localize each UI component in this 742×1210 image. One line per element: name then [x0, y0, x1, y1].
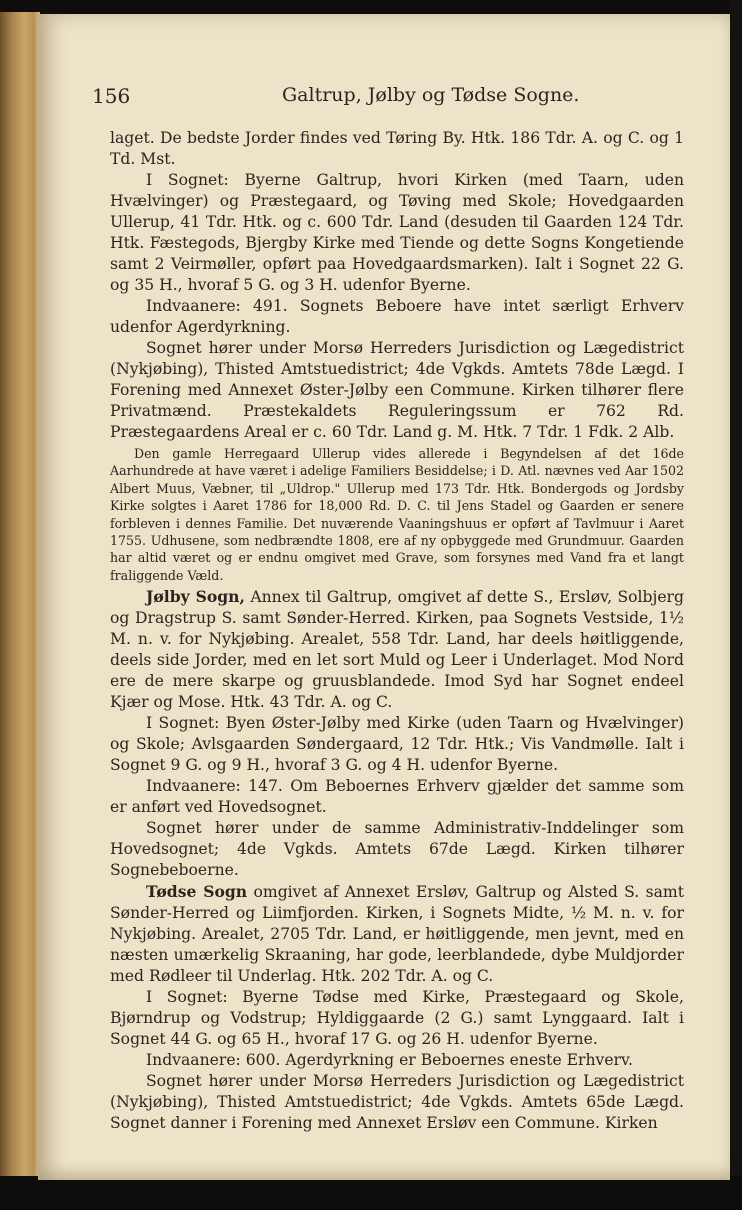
paragraph: I Sognet: Byen Øster-Jølby med Kirke (uden Taarn og Hvælvinger) og Skole; Avlsgaarden Søndergaard, 12 Tdr. Htk.; Vis Vandmølle. Ialt i Sognet 9 G. og 9 H., hvoraf 3 G. og 4 H. udenfor Byerne. — [110, 714, 684, 775]
paragraph: Indvaanere: 600. Agerdyrkning er Beboernes eneste Erhverv. — [146, 1051, 633, 1070]
section-jolby — [110, 586, 684, 713]
page-body — [110, 128, 684, 1134]
section-todse — [110, 881, 684, 987]
footnote: Den gamle Herregaard Ullerup vides allerede i Begyndelsen af det 16de Aarhundrede at have været i adelige Familiers Besiddelse; i D. Atl. nævnes ved Aar 1502 Albert Muus, Væbner, til „Uldrop." Ullerup med 173 Tdr. Htk. Bondergods og Jordsby Kirke solgtes i Aaret 1786 for 18,000 Rd. D. C. til Jens Stadel og Gaarden er senere forbleven i dennes Familie. Det nuværende Vaaningshuus er opført af Tavlmuur i Aaret 1755. Udhusene, som nedbrændte 1808, ere af ny opbyggede med Grundmuur. Gaarden har altid været og er endnu omgivet med Grave, som forsynes med Vand fra et langt fraliggende Væld. — [110, 446, 684, 583]
paragraph: Sognet hører under de samme Administrativ-Inddelinger som Hovedsognet; 4de Vgkds. Amtets 67de Lægd. Kirken tilhører Sognebeboerne. — [110, 819, 684, 880]
page-header — [92, 84, 682, 112]
paragraph: Indvaanere: 147. Om Beboernes Erhverv gjælder det samme som er anført ved Hovedsognet. — [110, 777, 684, 817]
section-heading: Tødse Sogn — [146, 882, 248, 902]
right-edge — [730, 0, 742, 1210]
bottom-shadow — [0, 1176, 742, 1210]
section-heading: Jølby Sogn, — [146, 587, 245, 607]
paragraph: Indvaanere: 491. Sognets Beboere have intet særligt Erhverv udenfor Agerdyrkning. — [110, 297, 684, 336]
paragraph-text: Annex til Galtrup, omgivet af dette S., Ersløv, Solbjerg og Dragstrup S. samt Sønder-Herred. Kirken, paa Sognets Vestside, 1½ M. n. v. for Nykjøbing. Arealet, 558 Tdr. Land, har deels høitliggende, deels side Jorder, med en let sort Muld og Leer i Underlaget. Mod Nord ere de mere skarpe og gruusblandede. Imod Syd har Sognet endeel Kjær og Mose. Htk. 43 Tdr. A. og C. — [110, 588, 684, 712]
paragraph: I Sognet: Byerne Galtrup, hvori Kirken (med Taarn, uden Hvælvinger) og Præstegaard, og Tøving med Skole; Hovedgaarden Ullerup, 41 Tdr. Htk. og c. 600 Tdr. Land (desuden til Gaarden 124 Tdr. Htk. Fæstegods, Bjergby Kirke med Tiende og dette Sogns Kongetiende samt 2 Veirmøller, opført paa Hovedgaardsmarken). Ialt i Sognet 22 G. og 35 H., hvoraf 5 G. og 3 H. udenfor Byerne. — [110, 171, 684, 294]
running-title: Galtrup, Jølby og Tødse Sogne. — [282, 84, 580, 106]
book-spine — [0, 12, 40, 1184]
paragraph: I Sognet: Byerne Tødse med Kirke, Præstegaard og Skole, Bjørndrup og Vodstrup; Hyldiggaarde (2 G.) samt Lynggaard. Ialt i Sognet 44 G. og 65 H., hvoraf 17 G. og 26 H. udenfor Byerne. — [110, 988, 684, 1049]
page-number: 156 — [92, 84, 131, 108]
paragraph: Sognet hører under Morsø Herreders Jurisdiction og Lægedistrict (Nykjøbing), Thisted Amtstuedistrict; 4de Vgkds. Amtets 65de Lægd. Sognet danner i Forening med Annexet Ersløv een Commune. Kirken — [110, 1072, 684, 1133]
paragraph: Sognet hører under Morsø Herreders Jurisdiction og Lægedistrict (Nykjøbing), Thisted Amtstuedistrict; 4de Vgkds. Amtets 78de Lægd. I Forening med Annexet Øster-Jølby een Commune. Kirken tilhører flere Privatmænd. Præstekaldets Reguleringssum er 762 Rd. Præstegaardens Areal er c. 60 Tdr. Land g. M. Htk. 7 Tdr. 1 Fdk. 2 Alb. — [110, 339, 684, 441]
paragraph: laget. De bedste Jorder findes ved Tøring By. Htk. 186 Tdr. A. og C. og 1 Td. Mst. — [110, 129, 684, 168]
paragraph-text: omgivet af Annexet Ersløv, Galtrup og Alsted S. samt Sønder-Herred og Liimfjorden. Kirken, i Sognets Midte, ½ M. n. v. for Nykjøbing. Arealet, 2705 Tdr. Land, er høitliggende, men jevnt, med en næsten umærkelig Skraaning, har gode, leerblandede, dybe Muldjorder med Rødleer til Underlag. Htk. 202 Tdr. A. og C. — [110, 883, 684, 986]
